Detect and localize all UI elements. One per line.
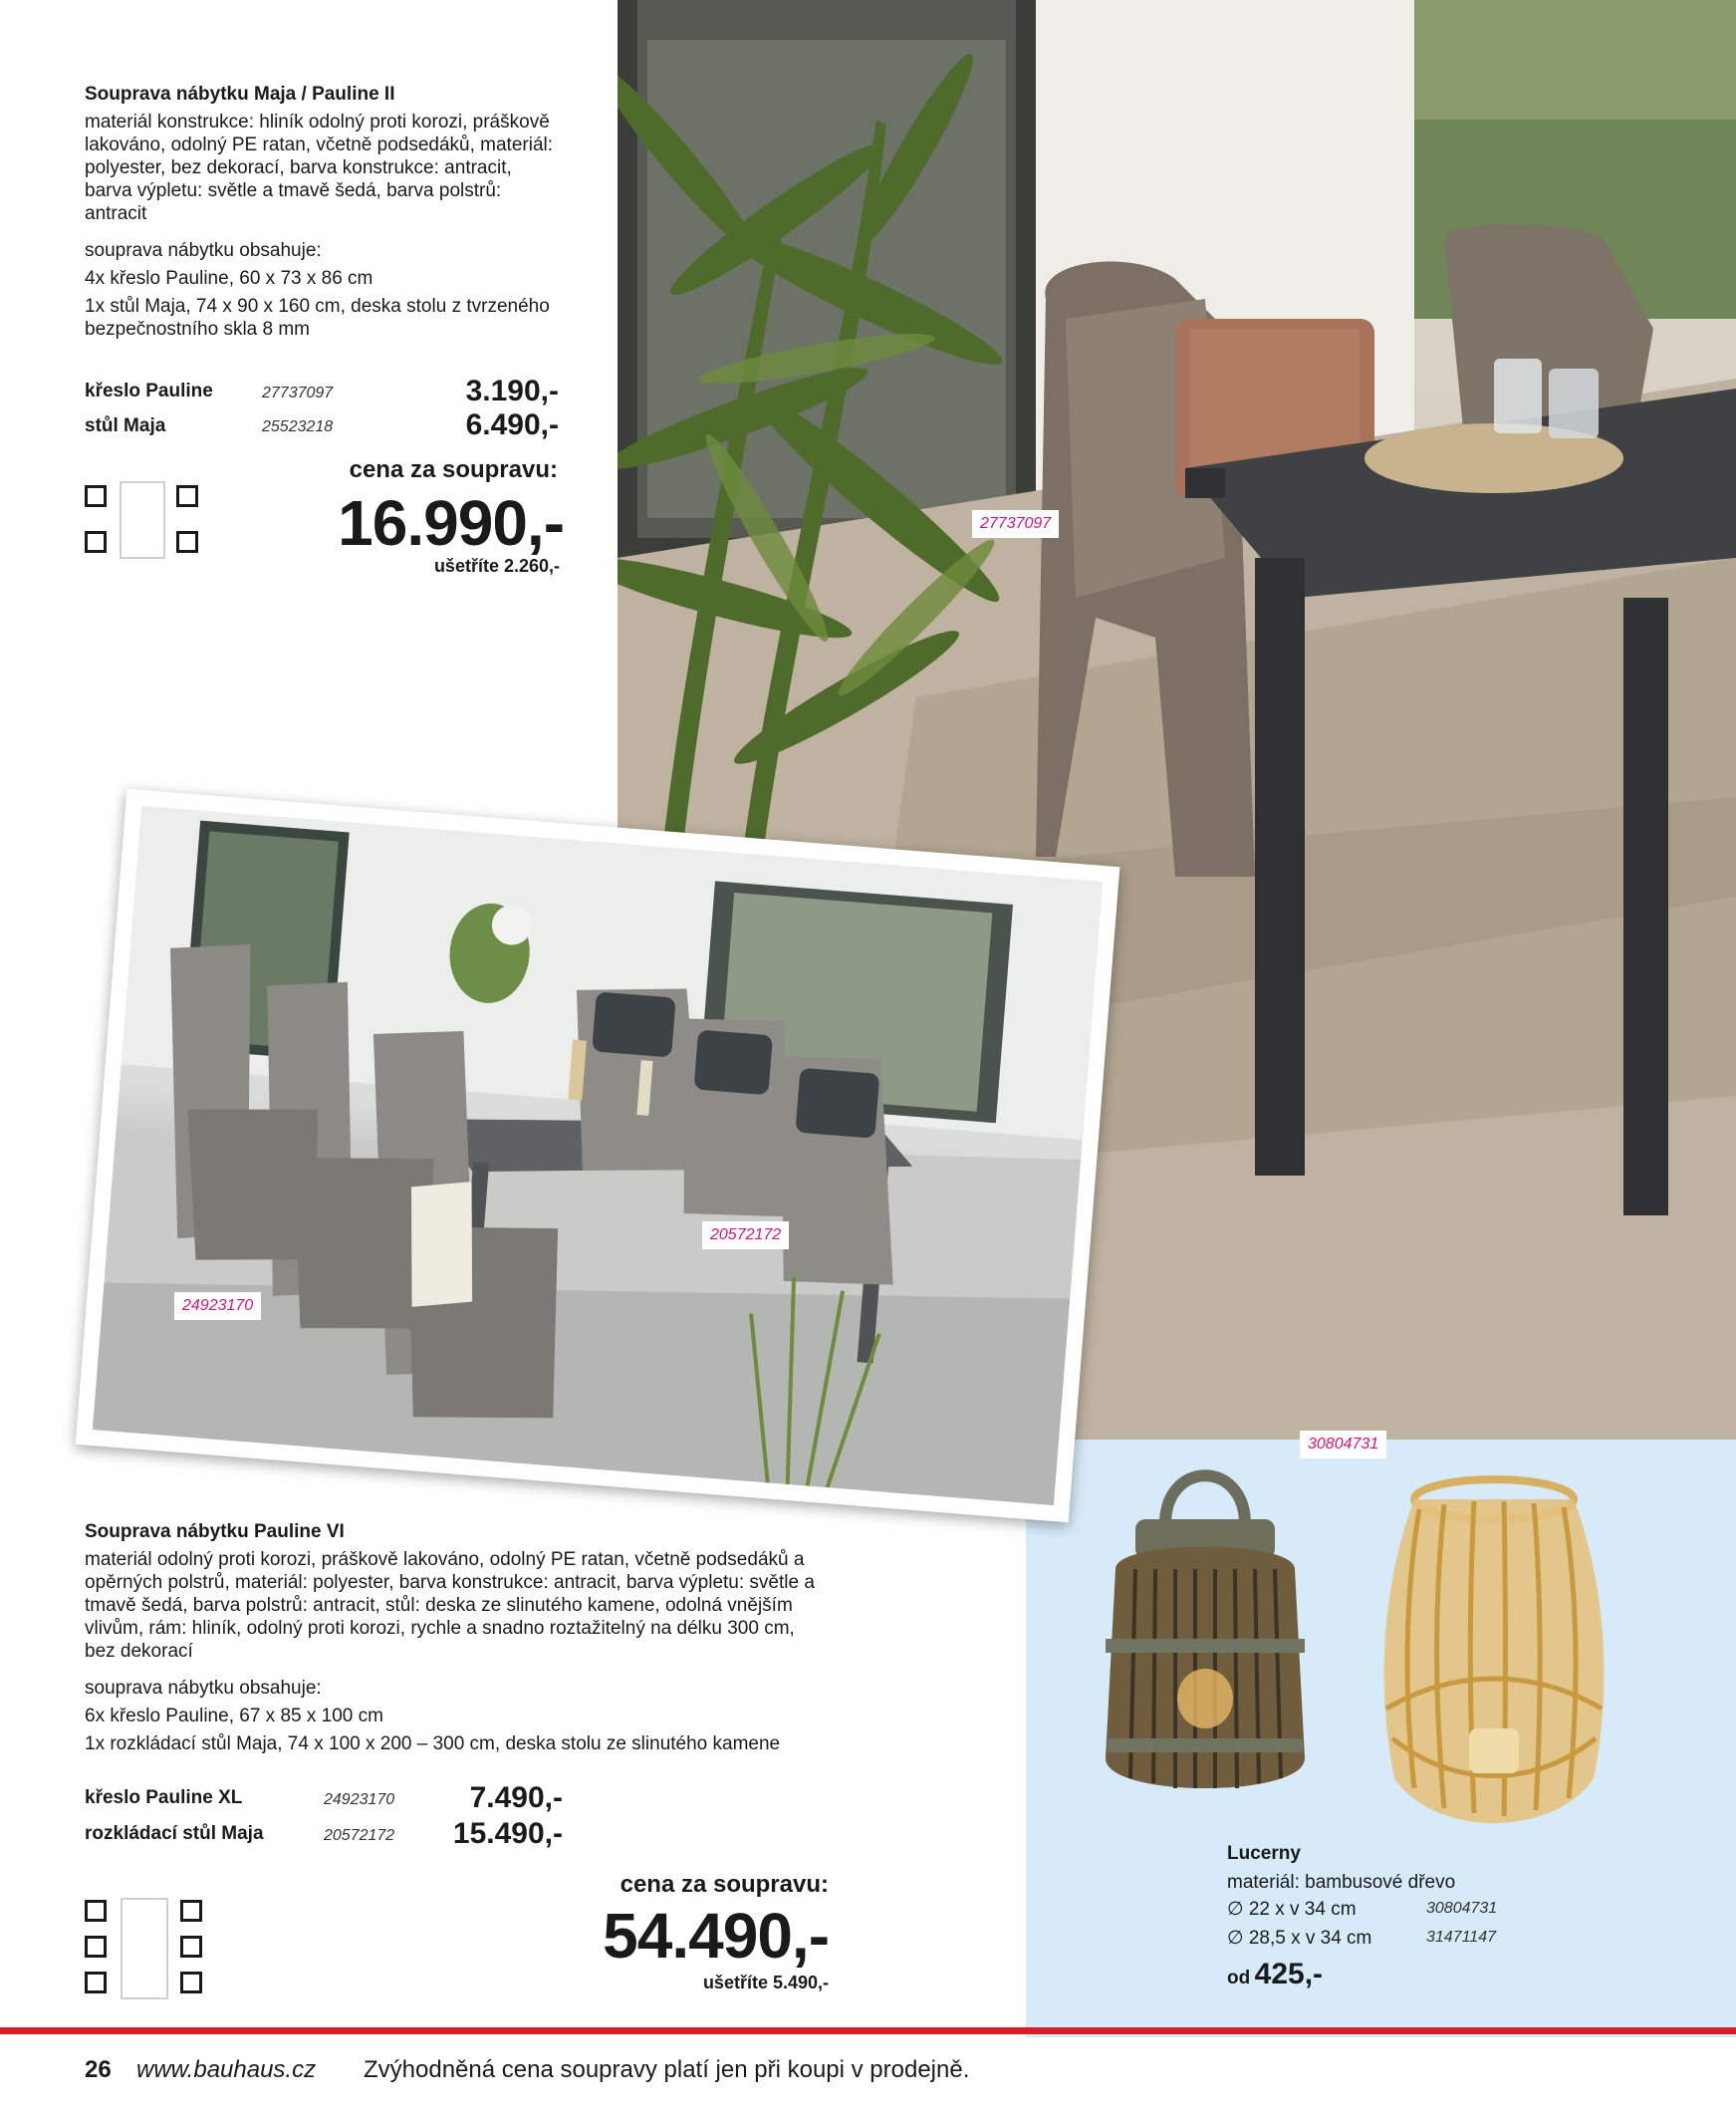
footer-url-link[interactable]: www.bauhaus.cz — [136, 2056, 317, 2083]
set2-item-name: křeslo Pauline XL — [85, 1787, 243, 1808]
set1-item-name: křeslo Pauline — [85, 381, 213, 401]
set2-item-name: rozkládací stůl Maja — [85, 1823, 264, 1844]
lantern-size-row — [1227, 1898, 1625, 1927]
set1-item-sku: 25523218 — [262, 418, 334, 435]
set1-price-table — [85, 375, 563, 444]
set1-savings: ušetříte 2.260,- — [433, 556, 560, 576]
set1-set-price-label: cena za soupravu: — [349, 456, 558, 483]
inset-photo-frame — [76, 789, 1120, 1522]
set2-title: Souprava nábytku Pauline VI — [85, 1521, 345, 1542]
lantern-material: materiál: bambusové dřevo — [1227, 1872, 1456, 1893]
set2-item-sku: 24923170 — [324, 1791, 395, 1808]
set1-configuration-icon — [85, 481, 202, 561]
photo-tag-hero-chair: 27737097 — [972, 510, 1059, 538]
inset-photo-patio-set — [93, 806, 1103, 1505]
set2-info — [85, 1521, 842, 1755]
set1-item-name: stůl Maja — [85, 415, 166, 436]
page-number: 26 — [85, 2056, 112, 2083]
lantern-size: ∅ 22 x v 34 cm — [1227, 1899, 1357, 1920]
set2-contents-item: 1x rozkládací stůl Maja, 74 x 100 x 200 – 300 cm, deska stolu ze slinutého kamene — [85, 1733, 781, 1754]
set1-contents-label: souprava nábytku obsahuje: — [85, 240, 322, 261]
footer-red-rule — [0, 2027, 1736, 2034]
set2-set-price: 54.490,- — [603, 1900, 829, 1972]
set1-contents-item: 1x stůl Maja, 74 x 90 x 160 cm, deska stolu z tvrzeného bezpečnostního skla 8 mm — [85, 296, 550, 340]
set2-set-price-label: cena za soupravu: — [620, 1871, 829, 1898]
set2-contents-label: souprava nábytku obsahuje: — [85, 1678, 322, 1699]
footer-note: Zvýhodněná cena soupravy platí jen při koupi v prodejně. — [364, 2056, 970, 2083]
set1-info — [85, 84, 583, 341]
set1-contents-item: 4x křeslo Pauline, 60 x 73 x 86 cm — [85, 268, 373, 289]
lantern-sku: 30804731 — [1426, 1900, 1498, 1917]
photo-tag-inset-chair: 24923170 — [174, 1292, 261, 1320]
set1-description: materiál konstrukce: hliník odolný proti korozi, práškově lakováno, odolný PE ratan, včetně podsedáků, materiál: polyester, bez dekorací, barva konstrukce: antracit, barva výpletu: světle a tmavě šedá, barva polstrů: antracit — [85, 112, 554, 224]
set2-configuration-icon — [85, 1898, 206, 2001]
photo-tag-lantern: 30804731 — [1300, 1431, 1386, 1458]
set1-title: Souprava nábytku Maja / Pauline II — [85, 84, 395, 105]
set1-item-price: 6.490,- — [465, 408, 559, 441]
lantern-sku: 31471147 — [1426, 1929, 1496, 1946]
set2-contents-item: 6x křeslo Pauline, 67 x 85 x 100 cm — [85, 1706, 383, 1726]
lantern-price-prefix: od — [1227, 1968, 1251, 1988]
set2-item-sku: 20572172 — [324, 1827, 395, 1844]
lantern-size-row — [1227, 1927, 1625, 1956]
set2-price-table — [85, 1781, 563, 1853]
inset-photo-illustration — [93, 806, 1103, 1505]
photo-tag-inset-table: 20572172 — [702, 1221, 789, 1249]
lantern-info — [1227, 1843, 1625, 1991]
set2-description: materiál odolný proti korozi, práškově lakováno, odolný PE ratan, včetně podsedáků a opěrných polstrů, materiál: polyester, barva konstrukce: antracit, barva výpletu: světle a tmavě šedá, barva polstrů: antracit, stůl: deska ze slinutého kamene, odolná vnějším vlivům, rám: hliník, odolný proti korozi, rychle a snadno roztažitelný na délku 300 cm, bez dekorací — [85, 1549, 815, 1662]
lantern-title: Lucerny — [1227, 1843, 1301, 1864]
set1-item-price: 3.190,- — [465, 375, 559, 407]
lantern-size: ∅ 28,5 x v 34 cm — [1227, 1928, 1372, 1949]
lantern-price: 425,- — [1254, 1958, 1324, 1990]
set1-set-price: 16.990,- — [338, 487, 564, 559]
lantern-product-illustration — [1076, 1440, 1713, 1858]
set2-item-price: 15.490,- — [452, 1817, 563, 1850]
set1-item-sku: 27737097 — [262, 385, 334, 401]
lantern-price-row — [1227, 1958, 1625, 1991]
set2-item-price: 7.490,- — [469, 1781, 563, 1814]
set2-savings: ušetříte 5.490,- — [702, 1973, 829, 1992]
